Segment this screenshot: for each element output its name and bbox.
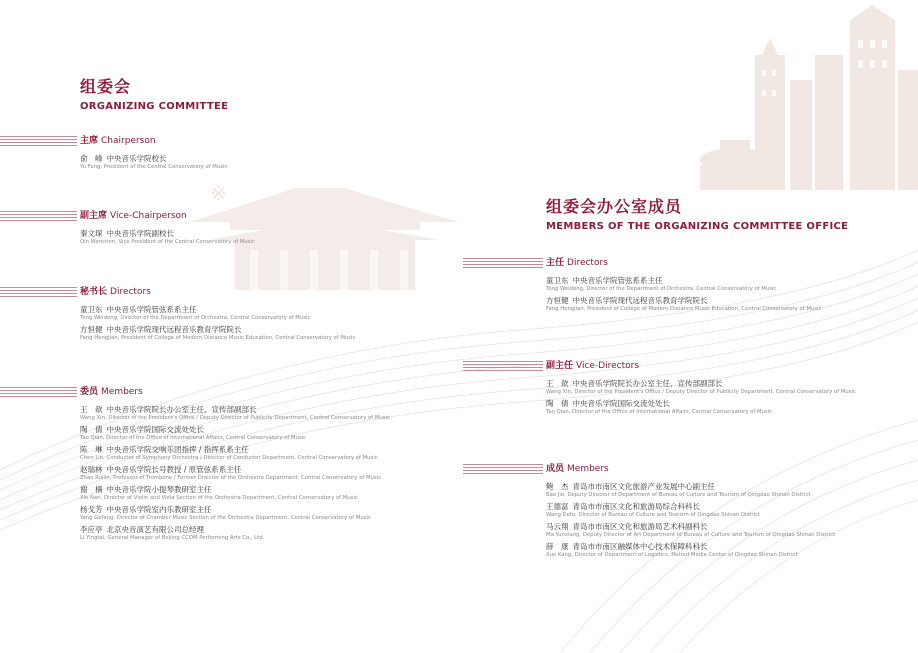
list-item: 方恒健 中央音乐学院现代远程音乐教育学院院长 Fang Hengjian, President of College of Modern Distance Music Education, Central Conservatory of Music [80,325,356,341]
list-item: 秦文琛 中央音乐学院副校长 Qin Wenchen, Vice President of the Central Conservatory of Music [80,229,255,245]
section-vice-directors [546,360,906,416]
faint-emblem: ※ [210,181,227,205]
list-item: 赵瑞林 中央音乐学院长号教授 / 原管弦系系主任 Zhao Ruilin, Professor of Trombone / Former Director of the Orchestra Department, Central Conservatory of Music [80,465,382,481]
heading-rule [463,464,543,477]
organizing-committee [80,74,480,541]
list-item: 薛 康 青岛市市南区融媒体中心技术保障科科长 Xue Kang, Director of Department of Logistics, Melted Media Center of Qingdao Shinan District [546,542,798,558]
section-chairperson [80,135,480,171]
office-title-cn: 组委会办公室成员 [546,197,683,216]
section-members [80,386,480,542]
city-skyline [700,5,918,190]
list-item: 鲍 杰 青岛市市南区文化旅游产业发展中心副主任 Bao Jie, Deputy Director of Department of Bureau of Culture and Tourism of Qingdao Shinan District [546,482,811,498]
list-item: 童卫东 中央音乐学院管弦系系主任 Tong Weidong, Director of the Department of Orchestra, Central Conservatory of Music [80,305,311,321]
list-item: 童卫东 中央音乐学院管弦系系主任 Tong Weidong, Director of the Department of Orchestra, Central Conservatory of Music [546,276,777,292]
section-secretary-general [80,286,480,342]
section-heading: 主任 Directors [546,257,906,270]
list-item: 方恒健 中央音乐学院现代远程音乐教育学院院长 Fang Hengjian, President of College of Modern Distance Music Education, Central Conservatory of Music [546,296,822,312]
list-item: 王德富 青岛市市南区文化和旅游局综合科科长 Wang Defu, Director of Bureau of Culture and Tourism of Qingdao Shinan District [546,502,760,518]
office-title-en: MEMBERS OF THE ORGANIZING COMMITTEE OFFICE [546,221,849,232]
section-directors [546,257,906,313]
heading-rule [0,287,77,300]
list-item: 马云翔 青岛市市南区文化和旅游局艺术科副科长 Ma Yunxiang, Deputy Director of Art Department of Bureau of Culture and Tourism of Qingdao Shinan District [546,522,836,538]
page-title-en: ORGANIZING COMMITTEE [80,101,229,112]
section-heading: 副主席 Vice-Chairperson [80,210,480,223]
list-item: 陶 倩 中央音乐学院国际交流处处长 Tao Qian, Director of the Office of International Affairs, Central Conservatory of Music [80,425,307,441]
heading-rule [463,258,543,271]
heading-rule [0,211,77,224]
heading-rule [0,136,77,149]
heading-rule [0,387,77,400]
list-item: 王 歆 中央音乐学院院长办公室主任、宣传部副部长 Wang Xin, Director of the President's Office / Deputy Director of Publicity Department, Central Conservatory of Music [80,405,390,421]
list-item: 李应亭 北京央音演艺有限公司总经理 Li Yingtai, General Manager of Beijing CCOM Performing Arts Co., Ltd. [80,525,265,541]
section-heading: 委员 Members [80,386,480,399]
heading-rule [463,361,543,374]
section-heading: 成员 Members [546,463,906,476]
section-heading: 副主任 Vice-Directors [546,360,906,373]
section-heading: 主席 Chairperson [80,135,480,148]
section-heading: 秘书长 Directors [80,286,480,299]
list-item: 杨戈芳 中央音乐学院室内乐教研室主任 Yang Gefang, Director of Chamber Music Section of the Orchestra Department, Central Conservatory of Music [80,505,371,521]
list-item: 谢 楠 中央音乐学院小提琴教研室主任 Xie Nan, Director of Violin and Viola Section of the Orchestra Department, Central Conservatory of Music [80,485,358,501]
page-title-cn: 组委会 [80,77,132,96]
list-item: 陈 琳 中央音乐学院交响乐团指挥 / 指挥系系主任 Chen Lin, Conductor of Symphony Orchestra / Director of Conductor Department, Central Conservatory of Music [80,445,378,461]
section-vice-chairperson [80,210,480,246]
list-item: 俞 峰 中央音乐学院校长 Yu Feng, President of the Central Conservatory of Music [80,154,228,170]
section-office-members [546,463,906,559]
organizing-committee-office [546,194,906,558]
list-item: 陶 倩 中央音乐学院国际交流处处长 Tao Qian, Director of the Office of International Affairs, Central Conservatory of Music [546,399,773,415]
list-item: 王 歆 中央音乐学院院长办公室主任、宣传部副部长 Wang Xin, Director of the President's Office / Deputy Director of Publicity Department, Central Conservatory of Music [546,379,856,395]
